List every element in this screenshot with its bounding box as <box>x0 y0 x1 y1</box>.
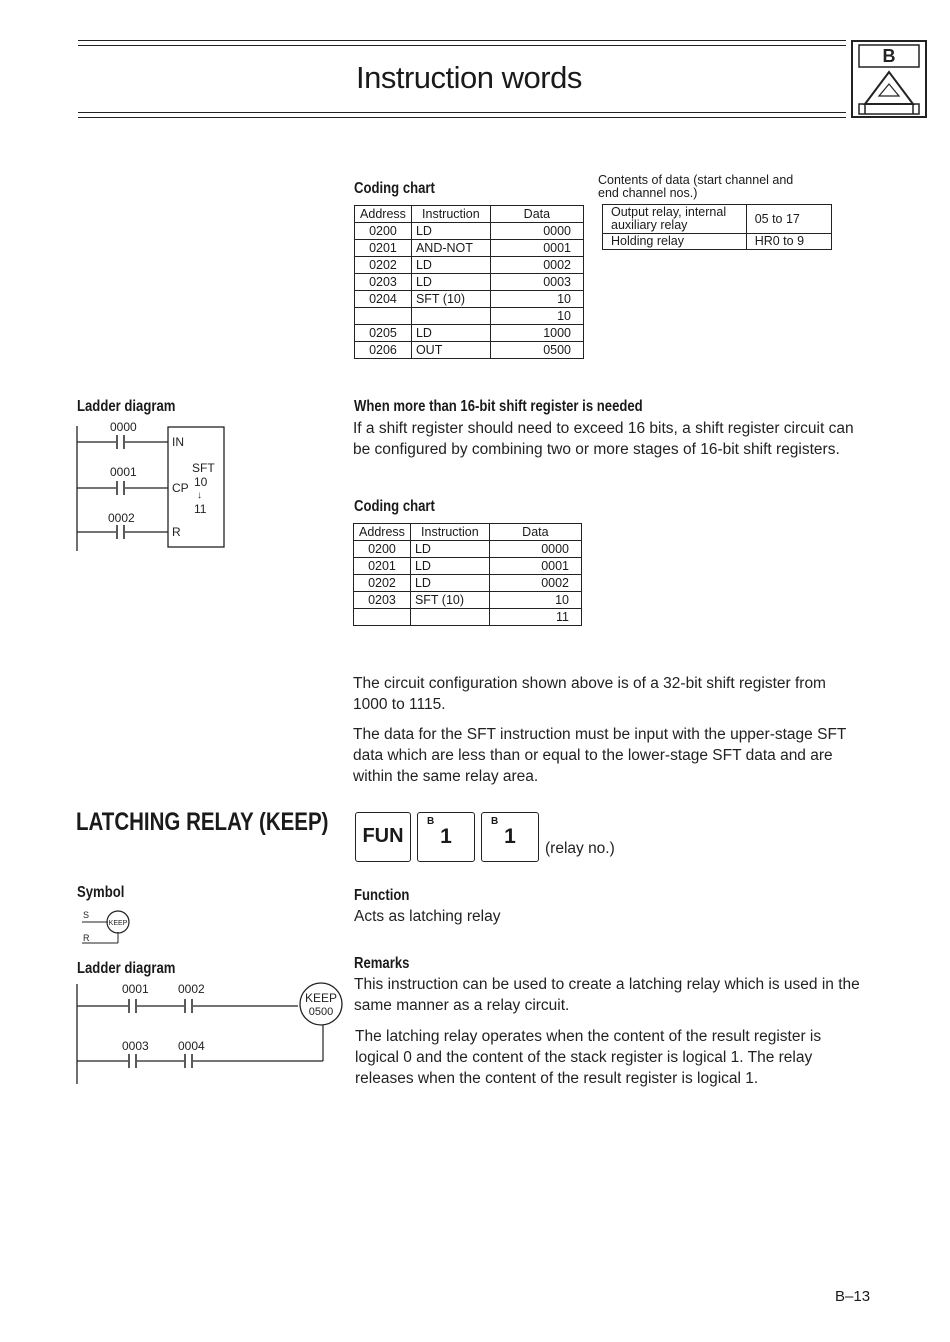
table-header-row <box>354 524 582 541</box>
table-row <box>355 257 584 274</box>
table-row <box>354 558 582 575</box>
coding-chart-2-table <box>353 523 582 626</box>
table-cell: SFT (10) <box>410 592 489 609</box>
key-1b-second-label: 1 <box>504 825 516 848</box>
table-cell: 0002 <box>490 257 583 274</box>
key-1b-second <box>481 812 539 862</box>
column-header: Data <box>489 524 581 541</box>
more-16-text: If a shift register should need to exceed 16 bits, a shift register circuit can be configured by combining two or more stages of 16-bit shift registers. <box>353 420 854 458</box>
table-cell: 0202 <box>354 575 411 592</box>
table-cell: 1000 <box>490 325 583 342</box>
header-rule-bottom-1 <box>78 112 846 113</box>
table-cell: LD <box>411 257 490 274</box>
more-16-heading: When more than 16-bit shift register is needed <box>354 398 643 415</box>
ladder-2-heading: Ladder diagram <box>77 960 176 977</box>
section-b-logo-icon <box>851 40 927 118</box>
table-cell: 0200 <box>354 541 411 558</box>
symbol-s-label: S <box>83 910 90 920</box>
table-row <box>355 223 584 240</box>
table-cell: LD <box>410 558 489 575</box>
table-row <box>603 205 832 234</box>
table-cell: AND-NOT <box>411 240 490 257</box>
ladder-1-contact-0000: 0000 <box>110 420 137 434</box>
ladder-2-contact-0001: 0001 <box>122 982 149 996</box>
table-row <box>355 291 584 308</box>
remarks-text-1: This instruction can be used to create a latching relay which is used in the same manner as a relay circuit. <box>354 976 860 1014</box>
table-cell: OUT <box>411 342 490 359</box>
table-row <box>354 592 582 609</box>
table-cell: 0002 <box>489 575 581 592</box>
table-row <box>354 575 582 592</box>
coding-chart-2-heading: Coding chart <box>354 498 435 515</box>
table-cell: 0201 <box>354 558 411 575</box>
header-rule-bottom-2 <box>78 117 846 118</box>
ladder-1-heading: Ladder diagram <box>77 398 176 415</box>
ladder-2-contact-0004: 0004 <box>178 1039 205 1053</box>
table-row <box>355 308 584 325</box>
keep-symbol-icon <box>80 906 150 948</box>
table-cell: Holding relay <box>603 234 747 250</box>
column-header: Instruction <box>410 524 489 541</box>
table-row <box>355 325 584 342</box>
table-cell: 10 <box>489 592 581 609</box>
table-cell: 0205 <box>355 325 412 342</box>
table-cell: 0203 <box>354 592 411 609</box>
table-cell: 0206 <box>355 342 412 359</box>
key-1b-first <box>417 812 475 862</box>
ladder-1-contact-0002: 0002 <box>108 511 135 525</box>
table-cell: 0203 <box>355 274 412 291</box>
ladder-1-data-1: 10 <box>194 475 208 489</box>
coding-chart-1-heading: Coding chart <box>354 180 435 197</box>
contents-caption: Contents of data (start channel and end channel nos.) <box>598 173 794 200</box>
symbol-heading: Symbol <box>77 884 125 901</box>
key-1b-second-sup: B <box>491 816 499 827</box>
circuit-text-2: The data for the SFT instruction must be input with the upper-stage SFT data which are less than or equal to the lower-stage SFT data and are within the same relay area. <box>353 726 847 785</box>
table-cell: Output relay, internal auxiliary relay <box>603 205 747 234</box>
table-cell: 0204 <box>355 291 412 308</box>
symbol-r-label: R <box>83 933 90 943</box>
fun-key <box>355 812 411 862</box>
table-cell: 0001 <box>490 240 583 257</box>
table-cell <box>354 609 411 626</box>
table-cell: SFT (10) <box>411 291 490 308</box>
ladder-1-cp-label: CP <box>172 481 189 495</box>
page-title: Instruction words <box>356 60 582 95</box>
ladder-1-in-label: IN <box>172 435 184 449</box>
symbol-keep-label: KEEP <box>108 920 128 927</box>
page-number: B–13 <box>835 1288 871 1305</box>
table-cell <box>355 308 412 325</box>
ladder-diagram-2 <box>76 978 346 1088</box>
table-cell: 0201 <box>355 240 412 257</box>
table-row <box>354 541 582 558</box>
ladder-1-arrow-icon: ↓ <box>197 490 202 501</box>
table-cell: LD <box>410 575 489 592</box>
table-row <box>354 609 582 626</box>
function-text: Acts as latching relay <box>354 908 501 925</box>
ladder-1-data-2: 11 <box>194 502 207 516</box>
header-rule-top-2 <box>78 45 846 46</box>
table-row <box>603 234 832 250</box>
table-cell: HR0 to 9 <box>746 234 831 250</box>
table-cell: LD <box>411 223 490 240</box>
table-cell: 0000 <box>489 541 581 558</box>
circuit-text-1: The circuit configuration shown above is of a 32-bit shift register from 1000 to 1115. <box>353 675 826 713</box>
table-cell: 0500 <box>490 342 583 359</box>
ladder-1-r-label: R <box>172 525 181 539</box>
table-cell: 10 <box>490 291 583 308</box>
column-header: Instruction <box>411 206 490 223</box>
header-rule-top-1 <box>78 40 846 41</box>
table-cell: 0001 <box>489 558 581 575</box>
section-letter: B <box>882 46 896 66</box>
table-cell: 10 <box>490 308 583 325</box>
table-cell: LD <box>410 541 489 558</box>
function-heading: Function <box>354 887 410 904</box>
table-cell: 0003 <box>490 274 583 291</box>
ladder-diagram-1 <box>76 418 231 553</box>
table-cell: LD <box>411 325 490 342</box>
key-1b-first-label: 1 <box>440 825 452 848</box>
ladder-2-contact-0002: 0002 <box>178 982 205 996</box>
ladder-1-sft-label: SFT <box>192 461 215 475</box>
coil-keep-label: KEEP <box>304 991 338 1005</box>
remarks-text-2: The latching relay operates when the content of the result register is logical 0 and the content of the stack register is logical 1. The relay releases when the content of the result register is logical 1. <box>355 1028 822 1087</box>
table-cell: LD <box>411 274 490 291</box>
key-1b-first-sup: B <box>427 816 435 827</box>
remarks-heading: Remarks <box>354 955 410 972</box>
column-header: Address <box>354 524 411 541</box>
table-row <box>355 240 584 257</box>
table-cell: 11 <box>489 609 581 626</box>
table-row <box>355 274 584 291</box>
table-row <box>355 342 584 359</box>
table-cell: 05 to 17 <box>746 205 831 234</box>
keep-section-heading: LATCHING RELAY (KEEP) <box>76 808 329 836</box>
table-cell <box>411 308 490 325</box>
ladder-2-contact-0003: 0003 <box>122 1039 149 1053</box>
column-header: Address <box>355 206 412 223</box>
fun-key-label: FUN <box>362 825 404 847</box>
coding-chart-1-table <box>354 205 584 359</box>
contents-table <box>602 204 832 250</box>
table-cell: 0202 <box>355 257 412 274</box>
table-header-row <box>355 206 584 223</box>
table-cell <box>410 609 489 626</box>
table-cell: 0200 <box>355 223 412 240</box>
ladder-1-contact-0001: 0001 <box>110 465 137 479</box>
key-note: (relay no.) <box>545 840 615 857</box>
table-cell: 0000 <box>490 223 583 240</box>
coil-relay-number: 0500 <box>308 1006 334 1018</box>
column-header: Data <box>490 206 583 223</box>
